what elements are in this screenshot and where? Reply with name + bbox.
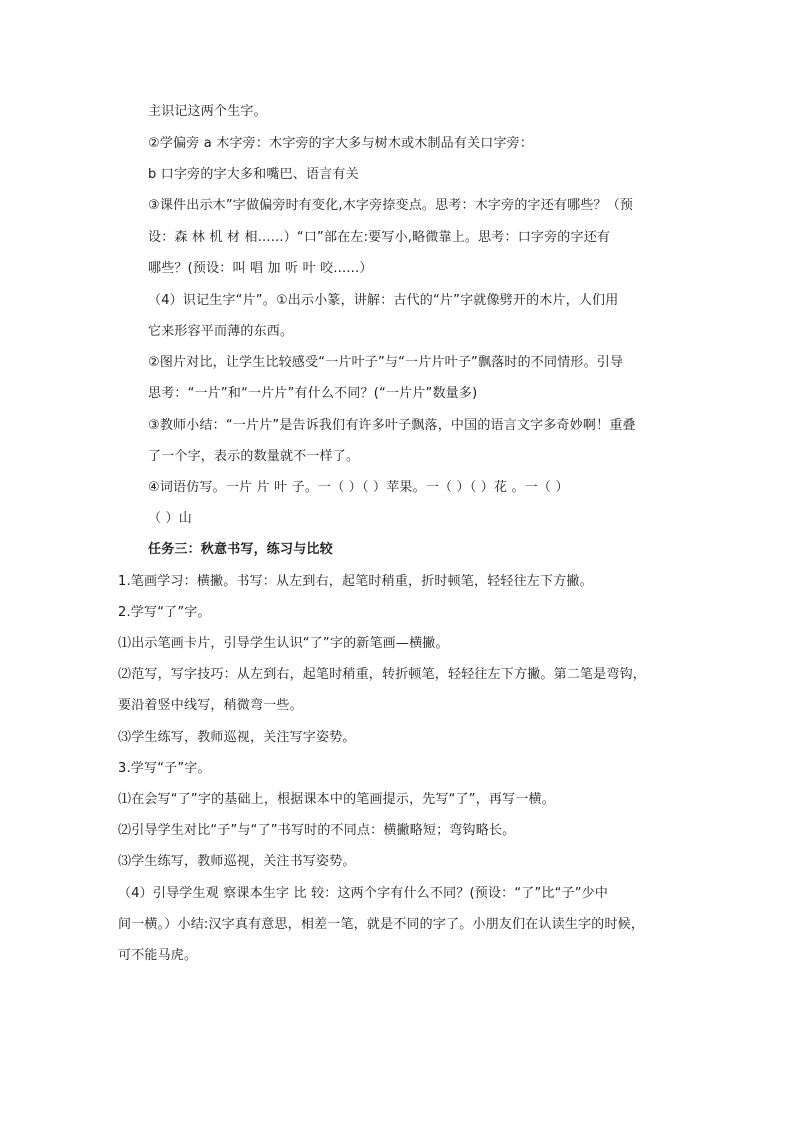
text-line: 了一个字，表示的数量就不一样了。 [148,449,360,464]
text-line: ⑵引导学生对比“子”与“了”书写时的不同点：横撇略短；弯钩略长。 [118,823,516,838]
text-line: 间一横。）小结:汉字真有意思，相差一笔，就是不同的字了。小朋友们在认读生字的时候， [118,917,645,932]
text-line: ②学偏旁 a 木字旁：木字旁的字大多与树木或木制品有关口字旁： [148,136,534,151]
text-line: ②图片对比，让学生比较感受“一片叶子”与“一片片叶子”飘落时的不同情形。引导 [148,355,624,370]
text-line: b 口字旁的字大多和嘴巴、语言有关 [148,167,359,182]
text-line: ④词语仿写。一片 片 叶 子。一（ ）（ ）苹果。一（ ）（ ）花 。一（ ） [148,480,569,495]
text-line: ⑴出示笔画卡片，引导学生认识“了”字的新笔画—横撇。 [118,636,449,651]
text-line: 可不能马虎。 [118,948,198,963]
text-line: 它来形容平而薄的东西。 [148,324,294,339]
text-line: ⑶学生练写，教师巡视，关注书写姿势。 [118,854,356,869]
text-line: （4）识记生字“片”。①出示小篆，讲解：古代的“片”字就像劈开的木片，人们用 [148,293,619,308]
text-line: ⑴在会写“了”字的基础上，根据课本中的笔画提示，先写“了”，再写一横。 [118,792,555,807]
text-line: （ ）山 [148,511,192,526]
text-line: （4）引导学生观 察课本生字 比 较：这两个字有什么不同？(预设：“了”比“子”少中 [118,886,609,901]
text-line: 设：森 林 机 材 相......）“口”部在左:要写小,略微靠上。思考：口字旁的字还有 [148,230,611,245]
text-line: 思考：“一片”和“一片片”有什么不同？(“一片片”数量多) [148,386,478,401]
text-line: 3.学写“子”字。 [118,761,211,776]
text-line: 主识记这两个生字。 [148,104,267,119]
text-line: ③教师小结：“一片片”是告诉我们有许多叶子飘落，中国的语言文字多奇妙啊！重叠 [148,418,636,433]
text-line: 要沿着竖中线写，稍微弯一些。 [118,698,303,713]
text-line: 1.笔画学习：横撇。书写：从左到右，起笔时稍重，折时顿笔，轻轻往左下方撇。 [118,574,593,589]
text-line: 2.学写“了”字。 [118,605,211,620]
section-heading: 任务三：秋意书写，练习与比较 [148,542,333,557]
text-line: ⑶学生练写，教师巡视，关注写字姿势。 [118,730,356,745]
text-line: ③课件出示木”字做偏旁时有变化,木字旁捺变点。思考：木字旁的字还有哪些？（预 [148,198,634,213]
text-line: ⑵范写，写字技巧：从左到右，起笔时稍重，转折顿笔，轻轻往左下方撇。第二笔是弯钩， [118,667,647,682]
text-line: 哪些？(预设：叫 唱 加 听 叶 咬......） [148,261,373,276]
